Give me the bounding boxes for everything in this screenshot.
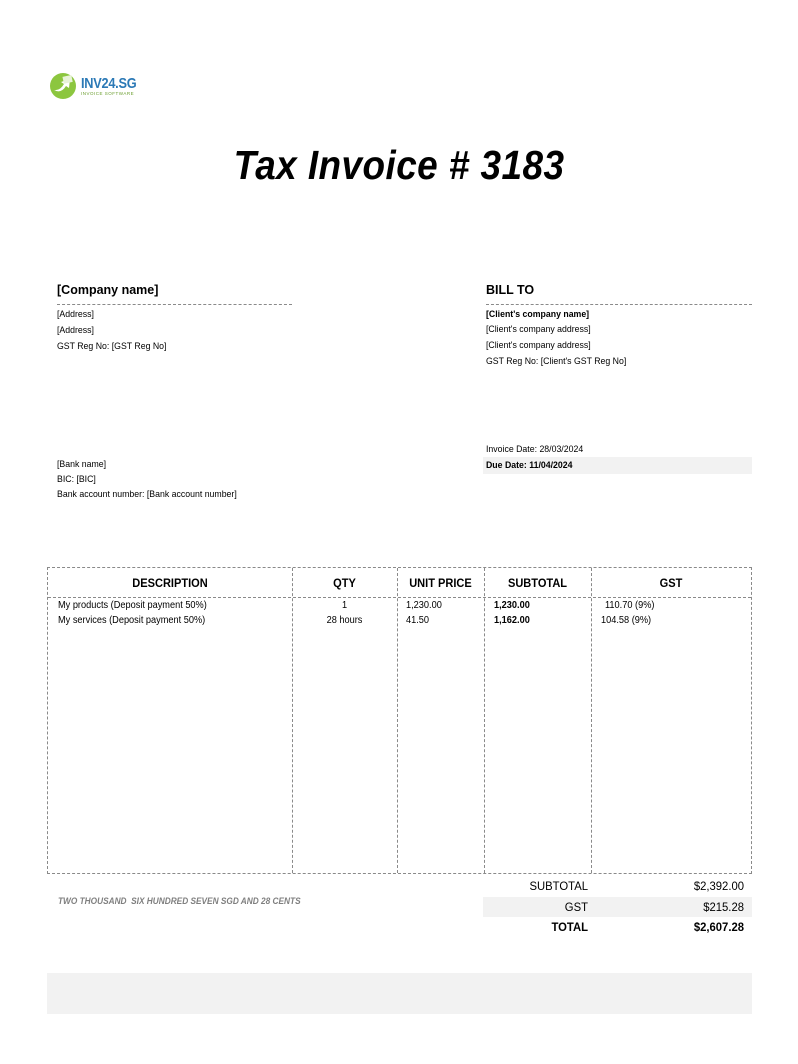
company-name: [Company name] bbox=[57, 283, 159, 297]
seller-gst-reg: GST Reg No: [GST Reg No] bbox=[57, 341, 167, 352]
bank-name: [Bank name] bbox=[57, 459, 107, 470]
bank-bic: BIC: [BIC] bbox=[57, 474, 96, 485]
row-1-qty: 1 bbox=[341, 600, 348, 611]
row-2-description: My services (Deposit payment 50%) bbox=[58, 615, 206, 626]
bill-to-heading: BILL TO bbox=[486, 283, 535, 297]
row-2-qty: 28 hours bbox=[326, 615, 363, 626]
header-divider bbox=[48, 597, 751, 598]
row-1-subtotal: 1,230.00 bbox=[494, 600, 530, 611]
gst-value: $215.28 bbox=[703, 900, 744, 914]
invoice-date: Invoice Date: 28/03/2024 bbox=[486, 444, 584, 455]
logo-icon bbox=[48, 71, 78, 101]
row-2-unit-price: 41.50 bbox=[406, 615, 430, 626]
header-unit-price: UNIT PRICE bbox=[409, 576, 472, 590]
logo bbox=[48, 71, 146, 101]
column-divider bbox=[397, 568, 398, 873]
divider bbox=[486, 304, 752, 305]
client-address-2: [Client's company address] bbox=[486, 340, 591, 351]
seller-address-1: [Address] bbox=[57, 309, 94, 320]
header-qty: QTY bbox=[333, 576, 356, 590]
items-table bbox=[47, 567, 752, 874]
client-gst-reg: GST Reg No: [Client's GST Reg No] bbox=[486, 356, 627, 367]
gst-label: GST bbox=[564, 900, 588, 914]
amount-in-words: TWO THOUSAND SIX HUNDRED SEVEN SGD AND 28 CENTS bbox=[58, 896, 301, 906]
total-label: TOTAL bbox=[551, 920, 588, 934]
column-divider bbox=[591, 568, 592, 873]
row-2-gst: 104.58 (9%) bbox=[601, 615, 652, 626]
invoice-title: Tax Invoice # 3183 bbox=[233, 142, 565, 188]
row-2-subtotal: 1,162.00 bbox=[494, 615, 530, 626]
client-company-name: [Client's company name] bbox=[486, 309, 590, 320]
row-1-description: My products (Deposit payment 50%) bbox=[58, 600, 207, 611]
due-date: Due Date: 11/04/2024 bbox=[486, 460, 573, 471]
header-gst: GST bbox=[659, 576, 683, 590]
header-subtotal: SUBTOTAL bbox=[507, 576, 568, 590]
row-1-unit-price: 1,230.00 bbox=[406, 600, 442, 611]
client-address-1: [Client's company address] bbox=[486, 324, 591, 335]
subtotal-label: SUBTOTAL bbox=[529, 879, 588, 893]
column-divider bbox=[484, 568, 485, 873]
total-value: $2,607.28 bbox=[693, 920, 744, 934]
footer-band bbox=[47, 973, 752, 1014]
header-description: DESCRIPTION bbox=[132, 576, 208, 590]
seller-address-2: [Address] bbox=[57, 325, 94, 336]
row-1-gst: 110.70 (9%) bbox=[605, 600, 655, 611]
bank-account: Bank account number: [Bank account number] bbox=[57, 489, 237, 500]
logo-name: INV24.SG bbox=[81, 74, 137, 92]
subtotal-value: $2,392.00 bbox=[693, 879, 744, 893]
logo-tagline: INVOICE SOFTWARE bbox=[81, 90, 135, 96]
divider bbox=[57, 304, 292, 305]
column-divider bbox=[292, 568, 293, 873]
